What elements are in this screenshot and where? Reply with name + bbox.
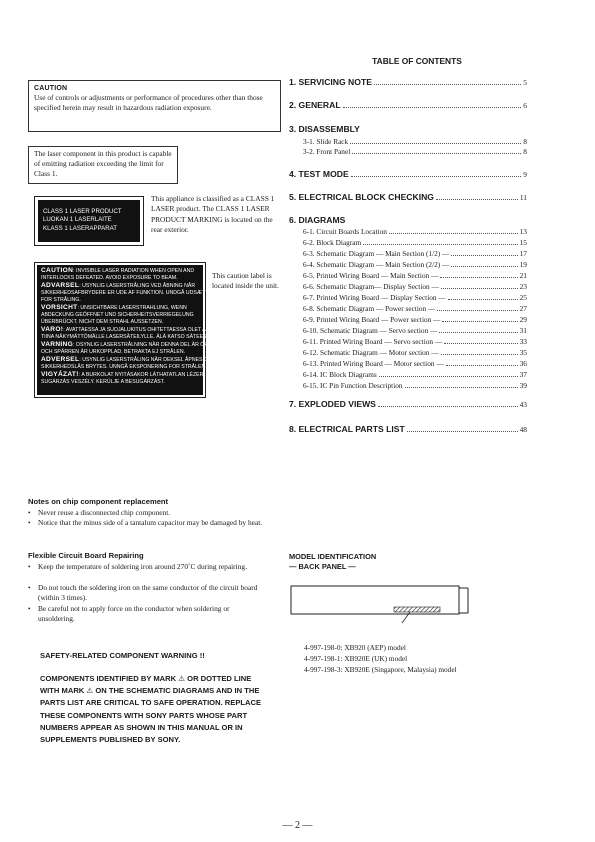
toc-sub-entry <box>303 304 527 313</box>
toc-page-number: 39 <box>519 381 527 390</box>
caution-label-note: This caution label is located inside the unit. <box>212 271 279 291</box>
toc-sub-label: 6-14. IC Block Diagrams <box>303 370 377 379</box>
toc-entry-label: 2. GENERAL <box>289 100 341 110</box>
toc-sub-entry <box>303 348 527 357</box>
toc-page-number: 37 <box>519 370 527 379</box>
toc-leader <box>351 176 522 177</box>
toc-sub-label: 6-8. Schematic Diagram — Power section — <box>303 304 436 313</box>
toc-sub-entry <box>303 370 527 379</box>
toc-leader <box>441 354 518 355</box>
warning-label-line: VARNING: OSYNLIG LASERSTRÅLNING NÄR DENNA DEL ÄR ÖPPNAD <box>41 341 223 348</box>
warning-label-line: ABDECKUNG GEÖFFNET UND SICHERHEITSVERRIEGELUNG <box>41 312 194 318</box>
warning-label-line: OCH SPÄRREN ÄR URKOPPLAD. BETRAKTA EJ STRÅLEN. <box>41 349 186 355</box>
toc-entry <box>289 399 527 409</box>
toc-sub-entry <box>303 238 527 247</box>
toc-sub-entry <box>303 282 527 291</box>
toc-leader <box>448 299 518 300</box>
list-item: • Be careful not to apply force on the conductor when soldering or unsoldering. <box>28 604 230 624</box>
toc-entry <box>289 424 527 434</box>
toc-entry-label: 5. ELECTRICAL BLOCK CHECKING <box>289 192 434 202</box>
toc-leader <box>444 343 517 344</box>
toc-sub-label: 6-12. Schematic Diagram — Motor section — <box>303 348 439 357</box>
toc-sub-label: 6-11. Printed Wiring Board — Servo section — <box>303 337 443 346</box>
toc-page-number: 8 <box>523 137 527 146</box>
toc-entry-label: 1. SERVICING NOTE <box>289 77 372 87</box>
caution-title: CAUTION <box>34 85 68 92</box>
warning-label-line: ADVARSEL: USYNLIG LASERSTRÅLING VED ÅBNING NÅR <box>41 282 196 289</box>
toc-page-number: 17 <box>519 249 527 258</box>
toc-sub-label: 6-15. IC Pin Function Description <box>303 381 403 390</box>
list-item: • Notice that the minus side of a tantalum capacitor may be damaged by heat. <box>28 518 263 527</box>
toc-leader <box>437 310 517 311</box>
toc-title: TABLE OF CONTENTS <box>372 56 462 66</box>
toc-page-number: 23 <box>519 282 527 291</box>
toc-page-number: 48 <box>519 425 527 434</box>
toc-leader <box>405 387 518 388</box>
laser-component-note: The laser component in this product is capable of emitting radiation exceeding the limit for Class 1. <box>28 146 178 184</box>
toc-sub-label: 6-7. Printed Wiring Board — Display Section — <box>303 293 446 302</box>
warning-label-line: ADVERSEL: USYNLIG LASERSTRÅLING NÅR DEKSEL ÅPNES OG <box>41 356 213 363</box>
toc-sub-label: 6-5. Printed Wiring Board — Main Section — <box>303 271 439 280</box>
toc-page-number: 33 <box>519 337 527 346</box>
toc-leader <box>451 266 517 267</box>
toc-leader <box>343 107 522 108</box>
toc-leader <box>363 244 517 245</box>
toc-entry <box>289 169 527 179</box>
warning-label-line: FOR STRÅLING. <box>41 297 81 303</box>
list-item: • Keep the temperature of soldering iron around 270˚C during repairing. <box>28 562 247 571</box>
toc-leader <box>442 321 517 322</box>
toc-leader <box>374 84 521 85</box>
toc-leader <box>436 199 518 200</box>
warning-label-line: INTERLOCKS DEFEATED. AVOID EXPOSURE TO BEAM. <box>41 275 178 281</box>
toc-leader <box>439 332 517 333</box>
toc-sub-label: 6-13. Printed Wiring Board — Motor section — <box>303 359 444 368</box>
toc-page-number: 21 <box>519 271 527 280</box>
toc-sub-label: 6-9. Printed Wiring Board — Power section — <box>303 315 441 324</box>
toc-sub-label: 6-4. Schematic Diagram — Main Section (2/2) — <box>303 260 450 269</box>
toc-sub-entry <box>303 249 527 258</box>
list-item: • Never reuse a disconnected chip component. <box>28 508 171 517</box>
toc-sub-entry <box>303 359 527 368</box>
toc-page-number: 35 <box>519 348 527 357</box>
warning-label-line: VARO!: AVATTAESSA JA SUOJALUKITUS OHITETTAESSA OLET ALT- <box>41 326 213 333</box>
caution-text: Use of controls or adjustments or performance of procedures other than those specified herein may result in hazardous radiation exposure. <box>34 93 263 112</box>
toc-leader <box>352 153 521 154</box>
toc-page-number: 5 <box>523 78 527 87</box>
safety-warning-body: COMPONENTS IDENTIFIED BY MARK ⚠ OR DOTTED LINE WITH MARK ⚠ ON THE SCHEMATIC DIAGRAMS AND IN THE PARTS LIST ARE CRITICAL TO SAFE OPERATION. REPLACE THESE COMPONENTS WITH SONY PARTS WHOSE PART NUMBERS APPEAR AS SHOWN IN THIS MANUAL OR IN SUPPLEMENTS PUBLISHED BY SONY. <box>40 674 262 745</box>
toc-leader <box>378 406 518 407</box>
safety-warning-title: SAFETY-RELATED COMPONENT WARNING !! <box>40 651 205 660</box>
toc-leader <box>379 376 518 377</box>
toc-sub-entry <box>303 381 527 390</box>
warning-label-line: VORSICHT: UNSICHTBARE LASERSTRAHLUNG, WENN <box>41 304 187 311</box>
toc-sub-label: 6-1. Circuit Boards Location <box>303 227 387 236</box>
toc-sub-entry <box>303 137 527 146</box>
toc-page-number: 43 <box>519 400 527 409</box>
toc-entry-label: 8. ELECTRICAL PARTS LIST <box>289 424 405 434</box>
warning-label-line: VIGYÁZAT!: A BURKOLAT NYITÁSAKOR LÁTHATATLAN LÉZER <box>41 371 204 378</box>
class1-note: This appliance is classified as a CLASS 1 LASER product. The CLASS 1 LASER PRODUCT MARKING is located on the rear exterior. <box>151 194 275 235</box>
warning-label-line: SIKKERHEDSLÅS BRYTES. UNNGÅ EKSPONERING FOR STRÅLEN. <box>41 364 207 370</box>
toc-page-number: 25 <box>519 293 527 302</box>
toc-sub-label: 3-2. Front Panel <box>303 147 351 156</box>
list-item: • Do not touch the soldering iron on the same conductor of the circuit board (within 3 times). <box>28 583 258 603</box>
toc-page-number: 31 <box>519 326 527 335</box>
warning-label-line: CAUTION: INVISIBLE LASER RADIATION WHEN OPEN AND <box>41 267 195 274</box>
caution-box <box>28 80 281 132</box>
toc-sub-entry <box>303 271 527 280</box>
toc-page-number: 11 <box>519 193 527 202</box>
toc-leader <box>350 143 521 144</box>
model-line: 4-997-198-0: XB920 (AEP) model <box>304 643 406 652</box>
toc-page-number: 27 <box>519 304 527 313</box>
toc-entry <box>289 192 527 202</box>
toc-leader <box>446 365 518 366</box>
toc-sub-label: 6-2. Block Diagram <box>303 238 362 247</box>
toc-section-heading <box>289 215 345 225</box>
chip-notes-title: Notes on chip component replacement <box>28 497 169 506</box>
toc-page-number: 6 <box>523 101 527 110</box>
flex-board-title: Flexible Circuit Board Repairing <box>28 551 144 560</box>
toc-sub-entry <box>303 326 527 335</box>
toc-page-number: 15 <box>519 238 527 247</box>
page-number: — 2 — <box>282 820 313 831</box>
toc-sub-label: 6-3. Schematic Diagram — Main Section (1/2) — <box>303 249 450 258</box>
toc-page-number: 29 <box>519 315 527 324</box>
model-id-subtitle: — BACK PANEL — <box>289 562 356 571</box>
toc-sub-entry <box>303 227 527 236</box>
toc-entry <box>289 77 527 87</box>
warning-label-line: SUGÁRZÁS VESZÉLY. KERÜLJE A BESUGÁRZÁST. <box>41 379 165 385</box>
model-identification-title <box>289 552 376 572</box>
toc-entry-label: 7. EXPLODED VIEWS <box>289 399 376 409</box>
toc-page-number: 9 <box>523 170 527 179</box>
class1-laser-label <box>34 196 144 246</box>
toc-sub-label: 6-10. Schematic Diagram — Servo section — <box>303 326 438 335</box>
class1-label-line: LUOKAN 1 LASERLAITE <box>43 216 112 224</box>
toc-entry-label: 4. TEST MODE <box>289 169 349 179</box>
class1-label-line: KLASS 1 LASERAPPARAT <box>43 224 117 232</box>
model-id-heading: MODEL IDENTIFICATION <box>289 552 377 561</box>
toc-leader <box>451 255 517 256</box>
toc-sub-entry <box>303 293 527 302</box>
toc-page-number: 36 <box>519 359 527 368</box>
toc-sub-entry <box>303 337 527 346</box>
toc-entry-label: 6. DIAGRAMS <box>289 215 346 225</box>
toc-leader <box>440 277 517 278</box>
toc-entry-label: 3. DISASSEMBLY <box>289 124 360 134</box>
toc-entry <box>289 100 527 110</box>
class1-label-line: CLASS 1 LASER PRODUCT <box>43 208 122 215</box>
toc-leader <box>441 288 518 289</box>
toc-section-heading <box>289 124 360 134</box>
toc-sub-label: 3-1. Slide Rack <box>303 137 349 146</box>
model-line: 4-997-198-1: XB920E (UK) model <box>304 654 408 663</box>
toc-leader <box>407 431 518 432</box>
warning-label-line: TIINA NÄKYMÄTTÖMÄLLE LASERSÄTEILYLLE. ÄLÄ KATSO SÄTEESEEN. <box>41 334 219 340</box>
toc-page-number: 8 <box>523 147 527 156</box>
model-line: 4-997-198-3: XB920E (Singapore, Malaysia) model <box>304 665 457 674</box>
toc-sub-label: 6-6. Schematic Diagram— Display Section — <box>303 282 439 291</box>
toc-page-number: 13 <box>519 227 527 236</box>
toc-sub-entry <box>303 315 527 324</box>
toc-page-number: 19 <box>519 260 527 269</box>
laser-caution-label <box>34 262 223 398</box>
warning-label-line: ÜBERBRÜCKT. NICHT DEM STRAHL AUSSETZEN. <box>41 319 164 325</box>
warning-label-line: SIKKERHEDSAFBRYDERE ER UDE AF FUNKTION. UNDGÅ UDSÆTTELSE <box>41 290 222 296</box>
toc-leader <box>389 233 518 234</box>
toc-sub-entry <box>303 147 527 156</box>
back-panel-diagram <box>290 585 470 623</box>
toc-sub-entry <box>303 260 527 269</box>
